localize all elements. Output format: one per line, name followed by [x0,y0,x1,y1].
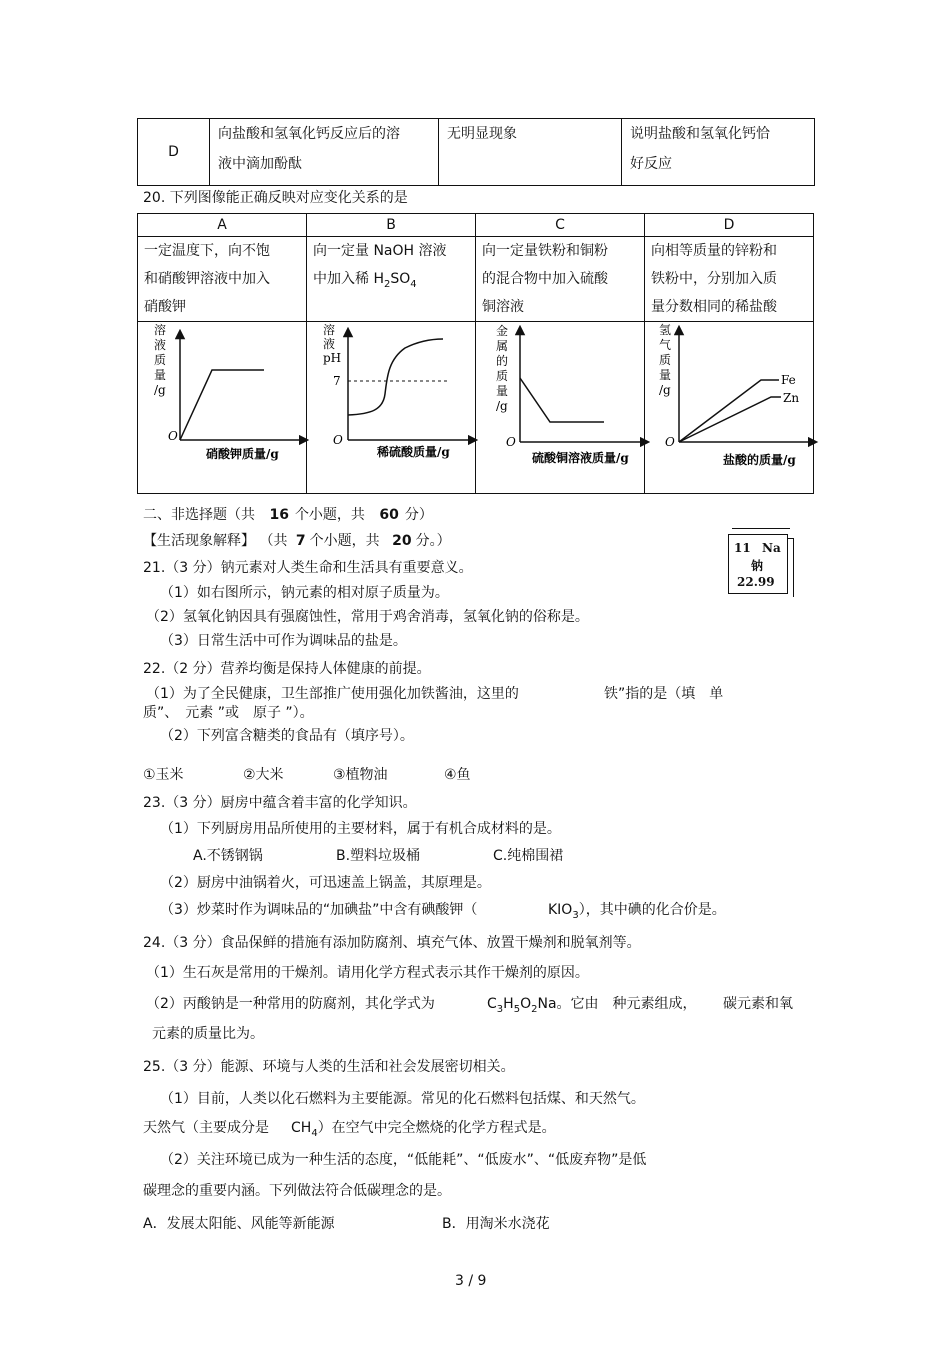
graph-d-ylabel-1: 氢 [659,323,672,337]
q21-part2: （2）氢氧化钠因具有强腐蚀性，常用于鸡舍消毒，氢氧化钠的俗称是。 [146,609,589,625]
graph-c-xlabel: 硫酸铜溶液质量/g [532,451,629,465]
graph-b-ylabel-1: 溶 [323,323,336,337]
graph-a-xlabel: 硝酸钾质量/g [206,447,279,461]
q20-desc-c-line2: 的混合物中加入硫酸 [482,271,608,287]
q22-option-2: ②大米 [243,767,284,783]
q25-part2b: 碳理念的重要内涵。下列做法符合低碳理念的是。 [143,1183,451,1199]
q20-desc-b [307,237,476,322]
q22-option-4: ④鱼 [444,767,471,783]
card-top-edge [732,528,790,535]
q19-cell-phenomenon: 无明显现象 [439,119,622,186]
q24-part2j: 元素的质量比为。 [152,1026,264,1042]
q20-desc-c [476,237,645,322]
q23-part2: （2）厨房中油锅着火，可迅速盖上锅盖，其原理是。 [160,875,491,891]
q24-part1: （1）生石灰是常用的干燥剂。请用化学方程式表示其作干燥剂的原因。 [146,965,589,981]
q20-graph-b [313,322,481,493]
q20-graph-a [144,322,312,493]
sodium-element-card [728,534,788,594]
q20-desc-d-line1: 向相等质量的锌粉和 [651,243,777,259]
sub-title-a: 【生活现象解释】 （共 [143,533,288,549]
q23-stem: 23.（3 分）厨房中蕴含着丰富的化学知识。 [143,795,417,811]
graph-a-ylabel-3: 质 [154,353,167,367]
q23-option-a: A.不锈钢锅 [193,848,263,864]
page-number: 3 / 9 [455,1273,487,1289]
q20-title: 20. 下列图像能正确反映对应变化关系的是 [143,190,408,206]
graph-d-fe-line [679,380,779,442]
q20-desc-b-line1: 向一定量 NaOH 溶液 [313,243,447,259]
graph-b-ylabel-2: 液 [323,337,336,351]
q24-part2a: （2）丙酸钠是一种常用的防腐剂，其化学式为 [146,996,435,1012]
q20-desc-c-line1: 向一定量铁粉和铜粉 [482,243,608,259]
q24-stem: 24.（3 分）食品保鲜的措施有添加防腐剂、填充气体、放置干燥剂和脱氧剂等。 [143,935,641,951]
formula-c: C [487,996,497,1012]
graph-a-ylabel-1: 溶 [154,323,167,337]
q19-con-line2: 好反应 [630,156,672,172]
section-title-c: 个小题，共 [294,507,365,523]
q21-stem: 21.（3 分）钠元素对人类生命和生活具有重要意义。 [143,560,473,576]
formula-o-sub: 2 [531,1003,538,1015]
graph-c-ylabel-4: 质 [496,369,509,383]
section-count: 16 [269,507,289,523]
graph-a-ylabel-2: 液 [154,338,167,352]
q20-graph-c-cell [476,322,645,494]
q22-part1b: 铁”指的是（填 单 [604,686,724,702]
q20-graph-d [651,322,819,493]
q22-part1a: （1）为了全民健康，卫生部推广使用强化加铁酱油，这里的 [146,686,519,702]
q20-graph-b-cell [307,322,476,494]
graph-b-origin: O [333,433,343,447]
q20-desc-b-line2 [313,265,469,299]
q22-part2: （2）下列富含糖类的食品有（填序号）。 [160,728,414,744]
q25-part1b-d: ）在空气中完全燃烧的化学方程式是。 [317,1120,556,1136]
graph-d-fe-label: Fe [781,373,796,387]
graph-c-ylabel-3: 的 [496,354,509,368]
q20-header-a: A [138,214,307,237]
graph-d-xlabel: 盐酸的质量/g [723,453,796,467]
q19-con-line1: 说明盐酸和氢氧化钙恰 [630,126,770,142]
graph-b-curve [348,339,443,415]
na-mass: 22.99 [737,575,775,589]
card-side-edge [787,538,794,597]
graph-c-ylabel-2: 属 [496,339,509,353]
q25-part2: （2）关注环境已成为一种生活的态度，“低能耗”、“低废水”、“低废弃物”是低 [160,1152,647,1168]
formula-c-sub: 3 [496,1003,504,1015]
sub-score: 20 [392,533,412,549]
q22-option-1: ①玉米 [143,767,184,783]
section-title-e: 分） [404,507,433,523]
q20-desc-a-line3: 硝酸钾 [144,299,186,315]
kio-formula: KIO [548,902,573,918]
graph-a-origin: O [168,429,178,443]
q25-part1b-a: 天然气（主要成分是 [143,1120,269,1136]
q20-graph-d-cell [645,322,814,494]
q20-graph-c [482,322,650,493]
q19-table [137,118,815,186]
graph-d-ylabel-3: 质 [659,353,672,367]
q23-part3a: （3）炒菜时作为调味品的“加碘盐”中含有碘酸钾（ [160,902,478,918]
graph-d-zn-label: Zn [783,391,800,405]
q23-option-b: B.塑料垃圾桶 [336,848,421,864]
graph-c-ylabel-1: 金 [496,324,509,338]
graph-a-ylabel-4: 量 [154,368,167,382]
q20-desc-b-so: SO [390,271,411,287]
q23-part3-tail: ），其中碘的化合价是。 [578,902,726,918]
graph-c-origin: O [506,435,516,449]
q25-stem: 25.（3 分）能源、环境与人类的生活和社会发展密切相关。 [143,1059,515,1075]
q20-desc-a-line1: 一定温度下，向不饱 [144,243,270,259]
sub-title-c: 个小题，共 [309,533,380,549]
q20-desc-a-line2: 和硝酸钾溶液中加入 [144,271,270,287]
q20-desc-b-h: 中加入稀 H [313,271,384,287]
sub-count: 7 [295,533,306,549]
q20-desc-d-line2: 铁粉中，分别加入质 [651,271,777,287]
q21-part3: （3）日常生活中可作为调味品的盐是。 [160,633,407,649]
q20-graph-a-cell [138,322,307,494]
sub-section-title [143,530,451,550]
q25-option-a: A．发展太阳能、风能等新能源 [143,1216,335,1232]
q24-part2i: 碳元素和氧 [723,996,793,1012]
q20-header-c: C [476,214,645,237]
graph-c-ylabel-6: /g [496,399,508,413]
section-score: 60 [379,507,399,523]
q21-part1: （1）如右图所示，钠元素的相对原子质量为。 [160,585,449,601]
q25-part1: （1）目前，人类以化石燃料为主要能源。常见的化石燃料包括煤、和天然气。 [160,1091,645,1107]
formula-h-sub: 5 [513,1003,521,1015]
graph-d-ylabel-4: 量 [659,368,672,382]
q23-part3b [548,899,726,921]
formula-h: H [503,996,514,1012]
sub-title-e: 分。） [415,533,451,549]
na-atomic-number: 11 [734,541,751,555]
q19-cell-conclusion [622,119,815,186]
q20-header-b: B [307,214,476,237]
graph-a-curve [180,370,264,440]
graph-b-tick-7: 7 [333,374,341,388]
graph-d-ylabel-5: /g [659,383,671,397]
q19-cell-operation [210,119,439,186]
formula-o: O [520,996,532,1012]
q24-part2-formula [487,993,697,1015]
graph-c-ylabel-5: 量 [496,384,509,398]
q19-row-label: D [138,119,210,186]
graph-a-ylabel-5: /g [154,383,166,397]
section-title-a: 二、非选择题（共 [143,507,255,523]
q25-option-b: B．用淘米水浇花 [442,1216,550,1232]
graph-d-ylabel-2: 气 [659,338,672,352]
q20-desc-b-sub4: 4 [410,278,417,290]
formula-tail: Na。它由 种元素组成， [537,996,697,1012]
graph-b-xlabel: 稀硫酸质量/g [377,445,450,459]
q20-desc-d-line3: 量分数相同的稀盐酸 [651,299,777,315]
q20-table [137,213,814,494]
q20-desc-b-sub2: 2 [383,278,391,290]
q20-desc-d [645,237,814,322]
q20-header-d: D [645,214,814,237]
na-symbol: Na [762,541,781,555]
na-name: 钠 [751,559,764,573]
kio-sub: 3 [572,909,579,921]
q23-part1: （1）下列厨房用品所使用的主要材料，属于有机合成材料的是。 [160,821,561,837]
graph-c-curve [520,378,604,422]
ch4-sub: 4 [311,1127,318,1139]
ch4-formula: CH [291,1120,312,1136]
q20-desc-a [138,237,307,322]
q23-option-c: C.纯棉围裙 [493,848,564,864]
q25-part1b [143,1117,556,1139]
q22-option-3: ③植物油 [333,767,388,783]
section-title [143,504,433,524]
q19-op-line2: 液中滴加酚酞 [218,156,302,172]
q19-op-line1: 向盐酸和氢氧化钙反应后的溶 [218,126,400,142]
q20-desc-c-line3: 铜溶液 [482,299,524,315]
graph-d-origin: O [665,435,675,449]
q22-stem: 22.（2 分）营养均衡是保持人体健康的前提。 [143,661,431,677]
q22-part1c: 质”、 元素 ”或 原子 ”）。 [143,705,314,721]
graph-b-ylabel-3: pH [323,351,342,365]
